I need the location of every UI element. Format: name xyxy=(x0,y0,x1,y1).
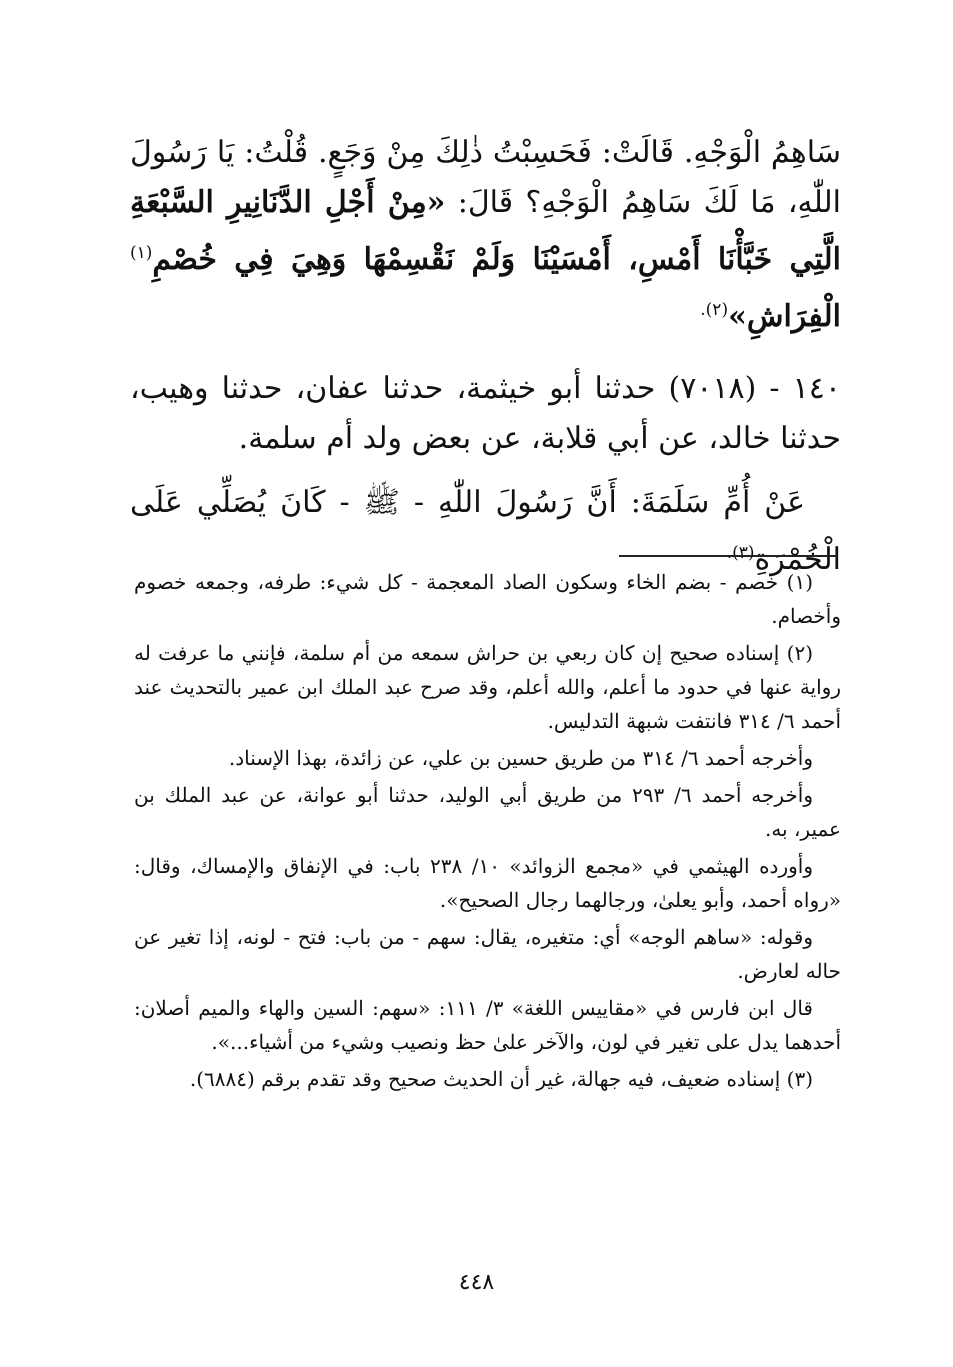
footnote-ref-2: (٢). xyxy=(700,300,729,320)
hadith-continuation xyxy=(130,128,841,342)
footnote-ref-3: (٣). xyxy=(726,543,755,563)
footnote-2: (٢) إسناده صحيح إن كان ربعي بن حراش سمعه من أم سلمة، فإنني ما عرفت له رواية عنها في حدود ما أعلم، والله أعلم، وقد صرح عبد الملك ابن عمير بالتحديث عند أحمد ٦/ ٣١٤ فانتفت شبهة التدليس. xyxy=(134,641,841,733)
footnote-3: (٣) إسناده ضعيف، فيه جهالة، غير أن الحديث صحيح وقد تقدم برقم (٦٨٨٤). xyxy=(189,1067,813,1091)
footnote-2-cont: وقوله: «ساهم الوجه» أي: متغيره، يقال: سهم - من باب: فتح - لونه، إذا تغير عن حاله لعارض. xyxy=(134,925,841,983)
footnote-2-cont: وأورده الهيثمي في «مجمع الزوائد» ١٠/ ٢٣٨ باب: في الإنفاق والإمساك، وقال: «رواه أحمد، وأبو يعلىٰ، ورجالهما رجال الصحيح». xyxy=(134,854,841,912)
prophet-saying-end: الْفِرَاشِ» xyxy=(728,299,841,334)
hadith-text: عَنْ أُمِّ سَلَمَةَ: أَنَّ رَسُولَ اللّٰهِ - ﷺ - كَانَ يُصَلِّي عَلَى الْخُمْرَةِ xyxy=(130,485,841,577)
footnote-2-cont: وأخرجه أحمد ٦/ ٢٩٣ من طريق أبي الوليد، حدثنا أبو عوانة، عن عبد الملك بن عمير، به. xyxy=(134,783,841,841)
footnotes xyxy=(134,565,841,1099)
footnote-ref-1: (١) xyxy=(130,243,153,263)
footnote-2-cont: قال ابن فارس في «مقاييس اللغة» ٣/ ١١١: «سهم: السين والهاء والميم أصلان: أحدهما يدل على تغير في لون، والآخر علىٰ حظ ونصيب وشيء من أشياء...». xyxy=(134,996,841,1054)
footnote-divider xyxy=(619,555,837,557)
main-text xyxy=(130,128,841,585)
prophet-saying: «مِنْ أَجْلِ الدَّنَانِيرِ السَّبْعَةِ الَّتِي خَبَّأْنَا أَمْسِ، أَمْسَيْنَا وَلَمْ نَقْسِمْهَا وَهِيَ فِي خُصْمِ xyxy=(130,185,841,277)
hadith-text: سَاهِمُ الْوَجْهِ. قَالَتْ: فَحَسِبْتُ ذٰلِكَ مِنْ وَجَعٍ. قُلْتُ: يَا رَسُولَ اللّٰهِ، مَا لَكَ سَاهِمُ الْوَجْهِ؟ قَالَ: xyxy=(130,135,841,220)
footnote-1: (١) خصم - بضم الخاء وسكون الصاد المعجمة - كل شيء: طرفه، وجمعه خصوم وأخصام. xyxy=(134,570,841,628)
page-number: ٤٤٨ xyxy=(458,1270,495,1295)
footnote-2-cont: وأخرجه أحمد ٦/ ٣١٤ من طريق حسين بن علي، عن زائدة، بهذا الإسناد. xyxy=(228,746,813,770)
isnad-140: ١٤٠ - (٧٠١٨) حدثنا أبو خيثمة، حدثنا عفان، حدثنا وهيب، حدثنا خالد، عن أبي قلابة، عن بعض ولد أم سلمة. xyxy=(130,371,841,456)
